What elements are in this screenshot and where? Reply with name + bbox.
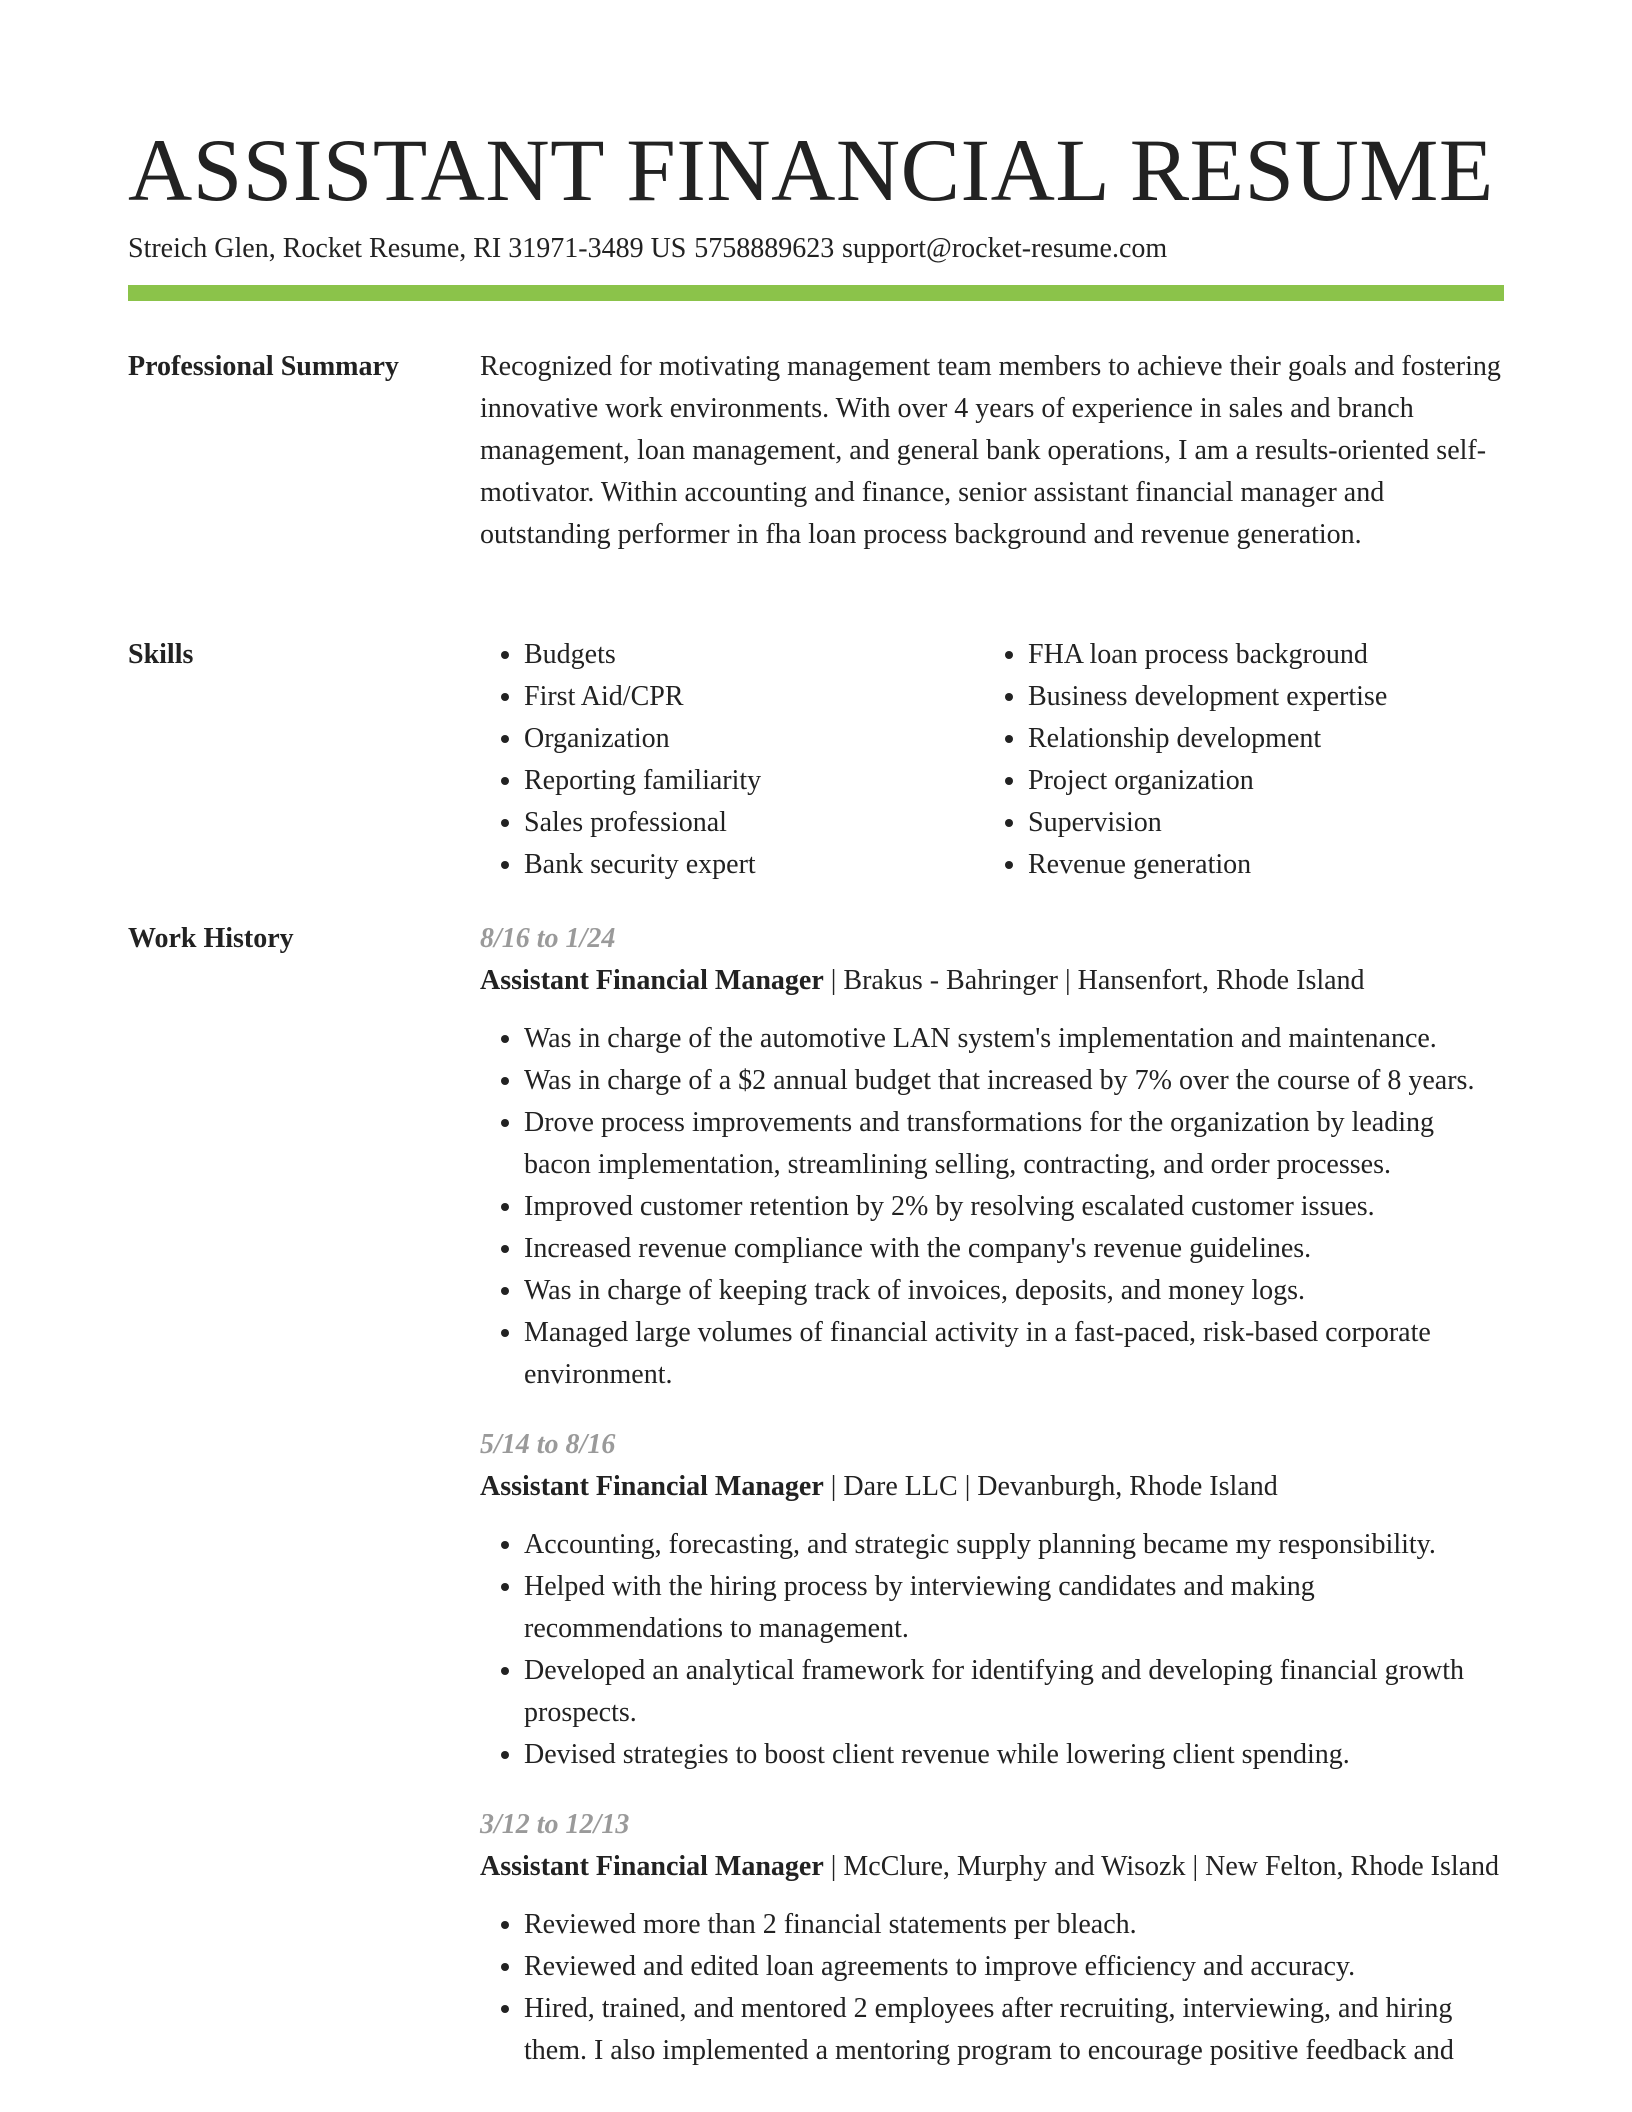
job-bullet: • Managed large volumes of financial activity in a fast-paced, risk-based corporate environment. <box>524 1312 1504 1396</box>
job-header <box>480 960 1504 1002</box>
skills-heading: Skills <box>128 639 194 670</box>
summary-body <box>480 346 1504 556</box>
job-separator: | <box>830 1471 837 1502</box>
resume-title: ASSISTANT FINANCIAL RESUME <box>128 122 1494 220</box>
skill-item: • Project organization <box>1028 760 1488 802</box>
job-company: Dare LLC <box>843 1471 958 1502</box>
job-location: New Felton, Rhode Island <box>1205 1851 1500 1882</box>
job-entry <box>480 1424 1504 1776</box>
job-bullet: • Hired, trained, and mentored 2 employees after recruiting, interviewing, and hiring them. I also implemented a mentoring program to encourage positive feedback and <box>524 1988 1504 2072</box>
job-dates: 8/16 to 1/24 <box>480 923 616 954</box>
header-divider <box>128 285 1504 301</box>
contact-email[interactable]: support@rocket-resume.com <box>842 233 1168 264</box>
job-bullet: • Reviewed more than 2 financial statements per bleach. <box>524 1904 1504 1946</box>
job-entry <box>480 1804 1504 2072</box>
job-dates: 3/12 to 12/13 <box>480 1809 630 1840</box>
job-location: Devanburgh, Rhode Island <box>977 1471 1278 1502</box>
job-bullets <box>480 1524 1504 1776</box>
job-bullet: • Helped with the hiring process by interviewing candidates and making recommendations to management. <box>524 1566 1504 1650</box>
skills-body <box>480 634 1504 886</box>
job-title: Assistant Financial Manager <box>480 1471 824 1502</box>
skill-item: • Budgets <box>524 634 984 676</box>
skill-item: • First Aid/CPR <box>524 676 984 718</box>
job-header <box>480 1466 1504 1508</box>
job-separator: | <box>830 965 837 996</box>
skill-item: • Sales professional <box>524 802 984 844</box>
summary-text: Recognized for motivating management team members to achieve their goals and fostering innovative work environments. With over 4 years of experience in sales and branch management, loan management, and general bank operations, I am a results-oriented self-motivator. Within accounting and finance, senior assistant financial manager and outstanding performer in fha loan process background and revenue generation. <box>480 351 1501 550</box>
job-bullet: • Was in charge of a $2 annual budget that increased by 7% over the course of 8 years. <box>524 1060 1504 1102</box>
job-entry <box>480 918 1504 1396</box>
contact-line <box>128 230 1167 268</box>
work-history-body <box>480 918 1504 2100</box>
skill-item: • Organization <box>524 718 984 760</box>
job-bullet: • Was in charge of the automotive LAN system's implementation and maintenance. <box>524 1018 1504 1060</box>
job-location: Hansenfort, Rhode Island <box>1077 965 1365 996</box>
skill-item: • Business development expertise <box>1028 676 1488 718</box>
skill-item: • Supervision <box>1028 802 1488 844</box>
job-separator: | <box>830 1851 837 1882</box>
job-separator: | <box>1065 965 1071 996</box>
job-bullets <box>480 1018 1504 1396</box>
job-separator: | <box>964 1471 971 1502</box>
skill-item: • Bank security expert <box>524 844 984 886</box>
job-company: McClure, Murphy and Wisozk <box>843 1851 1186 1882</box>
skills-grid <box>480 634 1504 886</box>
summary-heading: Professional Summary <box>128 351 399 382</box>
contact-address: Streich Glen, Rocket Resume, RI 31971-3489 US <box>128 233 687 264</box>
job-bullet: • Increased revenue compliance with the company's revenue guidelines. <box>524 1228 1504 1270</box>
job-bullet: • Reviewed and edited loan agreements to improve efficiency and accuracy. <box>524 1946 1504 1988</box>
job-dates: 5/14 to 8/16 <box>480 1429 616 1460</box>
job-company: Brakus - Bahringer <box>843 965 1058 996</box>
job-bullet: • Developed an analytical framework for identifying and developing financial growth prospects. <box>524 1650 1504 1734</box>
skill-item: • Relationship development <box>1028 718 1488 760</box>
job-separator: | <box>1192 1851 1199 1882</box>
job-bullets <box>480 1904 1504 2072</box>
skills-list-left <box>480 634 984 886</box>
job-header <box>480 1846 1504 1888</box>
skill-item: • FHA loan process background <box>1028 634 1488 676</box>
skill-item: • Revenue generation <box>1028 844 1488 886</box>
job-bullet: • Accounting, forecasting, and strategic supply planning became my responsibility. <box>524 1524 1504 1566</box>
job-title: Assistant Financial Manager <box>480 1851 824 1882</box>
job-title: Assistant Financial Manager <box>480 965 824 996</box>
job-bullet: • Drove process improvements and transformations for the organization by leading bacon implementation, streamlining selling, contracting, and order processes. <box>524 1102 1504 1186</box>
work-history-heading: Work History <box>128 923 294 954</box>
job-bullet: • Improved customer retention by 2% by resolving escalated customer issues. <box>524 1186 1504 1228</box>
job-bullet: • Devised strategies to boost client revenue while lowering client spending. <box>524 1734 1504 1776</box>
skill-item: • Reporting familiarity <box>524 760 984 802</box>
contact-phone: 5758889623 <box>694 233 835 264</box>
job-bullet: • Was in charge of keeping track of invoices, deposits, and money logs. <box>524 1270 1504 1312</box>
skills-list-right <box>984 634 1488 886</box>
